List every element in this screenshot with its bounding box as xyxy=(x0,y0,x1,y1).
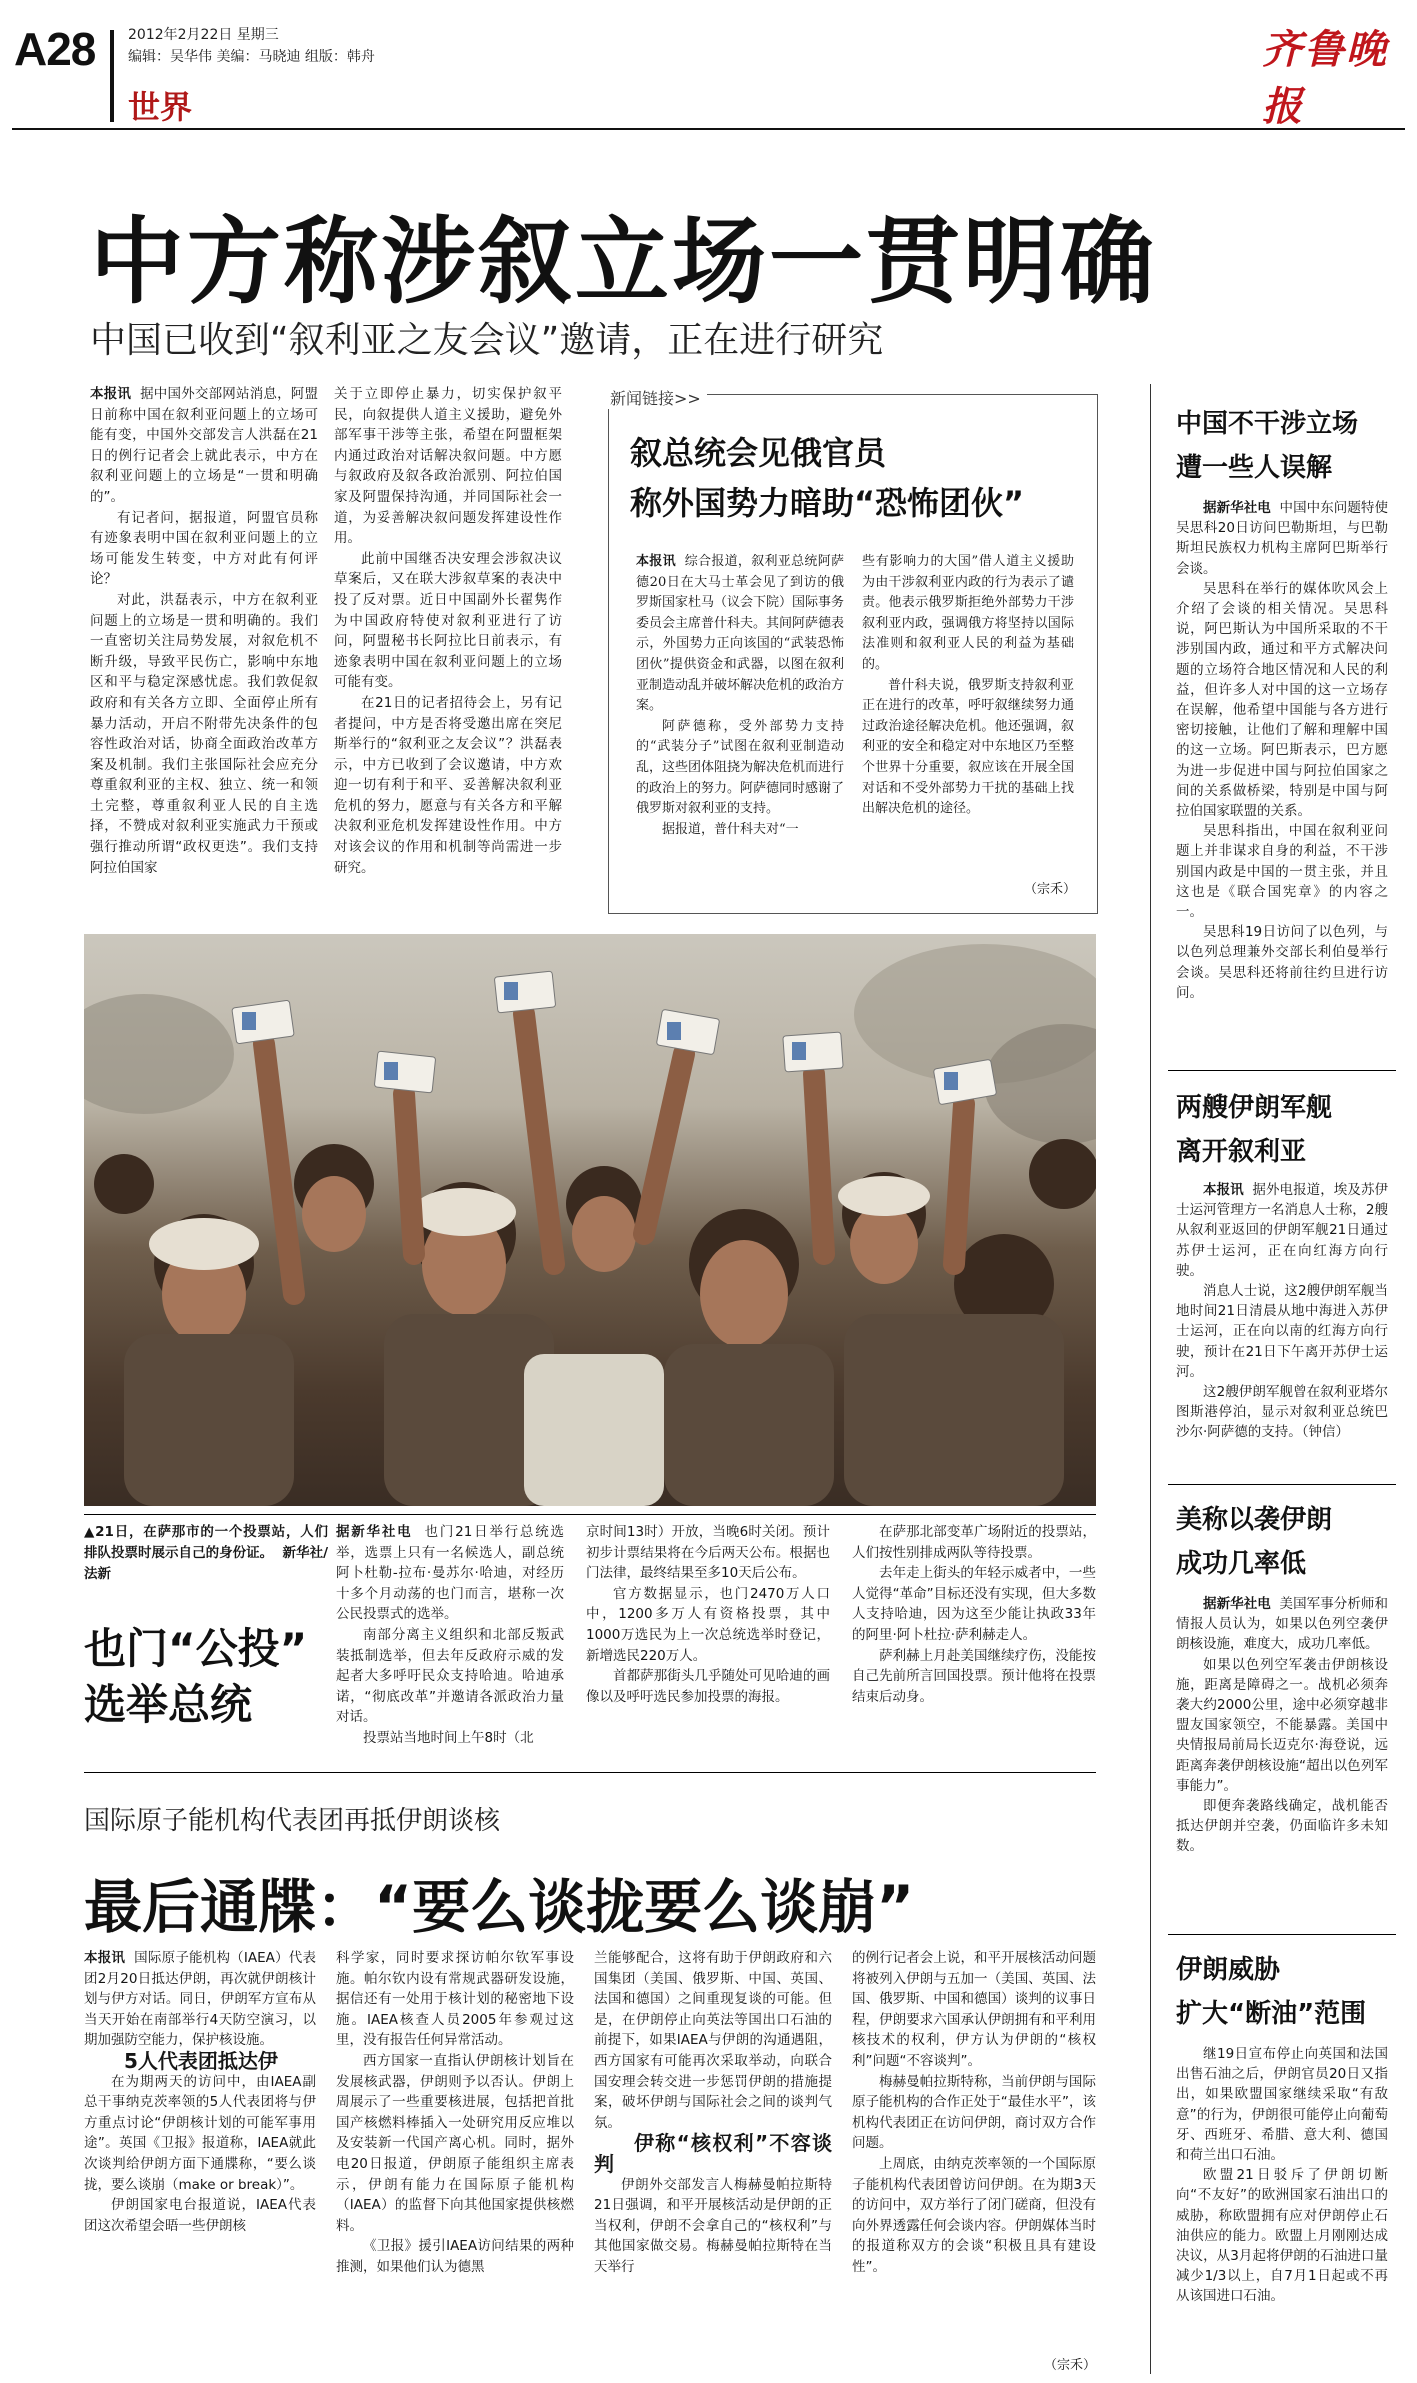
link-credit: （宗禾） xyxy=(1024,882,1077,897)
sidebar-4-headline-1: 伊朗威胁 xyxy=(1176,1955,1281,1985)
iaea-headline: 最后通牒：“要么谈拢要么谈崩” xyxy=(84,1873,915,1941)
editor-line: 编辑：吴华伟 美编：马晓迪 组版：韩舟 xyxy=(128,49,375,65)
masthead-rule xyxy=(12,128,1405,130)
sidebar-2-headline-1: 两艘伊朗军舰 xyxy=(1176,1093,1333,1123)
page-number: A28 xyxy=(14,23,96,75)
news-link-label: 新闻链接>> xyxy=(604,386,707,409)
link-col-2: 些有影响力的大国”借人道主义援助为由干涉叙利亚内政的行为表示了谴责。他表示俄罗斯拒绝外部势力干涉叙利亚内政，强调俄方将坚持以国际法准则和叙利亚人民的利益为基础的。 普什科夫说，俄罗斯支持叙利亚正在进行的改革，呼吁叙继续努力通过政治途径解决危机。他还强调，叙利亚的安全和稳定对中东地区乃至整个世界十分重要，叙应该在开展全国对话和不受外部势力干扰的基础上找出解决危机的途径。 xyxy=(862,554,1074,817)
top-story-col-1: 本报讯 据中国外交部网站消息，阿盟日前称中国在叙利亚问题上的立场可能有变，中国外交部发言人洪磊在21日的例行记者会上就此表示，中方在叙利亚问题上的立场是“一贯和明确的”。 有记者问，据报道，阿盟官员称有迹象表明中国在叙利亚问题上的立场可能发生转变，中方对此有何评论？ 对此，洪磊表示，中方在叙利亚问题上的立场是一贯和明确的。我们一直密切关注局势发展，对叙危机不断升级，导致平民伤亡，影响中东地区和平与稳定深感忧虑。我们敦促叙政府和有关各方立即、全面停止所有暴力活动，开启不附带先决条件的包容性政治对话，协商全面政治改革方案及机制。我们主张国际社会应充分尊重叙利亚的主权、独立、统一和领土完整，尊重叙利亚人民的自主选择，不赞成对叙利亚实施武力干预或强行推动所谓“政权更迭”。我们支持阿拉伯国家 xyxy=(90,386,318,876)
main-subheadline: 中国已收到“叙利亚之友会议”邀请，正在进行研究 xyxy=(90,320,884,361)
sidebar-1-body: 据新华社电 中国中东问题特使吴思科20日访问巴勒斯坦，与巴勒斯坦民族权力机构主席阿巴斯举行会谈。 吴思科在举行的媒体吹风会上介绍了会谈的相关情况。吴思科说，阿巴斯认为中国所采取的不干涉别国内政，通过和平方式解决问题的立场符合地区情况和人民的利益，但许多人对中国的这一立场存在误解，他希望中国能与各方进行密切接触，让他们了解和理解中国的这一立场。阿巴斯表示，巴方愿为进一步促进中国与阿拉伯国家之间的关系做桥梁，特别是中国与阿拉伯国家联盟的关系。 吴思科指出，中国在叙利亚问题上并非谋求自身的利益，不干涉别国内政是中国的一贯主张，并且这也是《联合国宪章》的内容之一。 吴思科19日访问了以色列，与以色列总理兼外交部长利伯曼举行会谈。吴思科还将前往约旦进行访问。 xyxy=(1176,500,1388,1001)
sidebar-rule-2 xyxy=(1168,1484,1396,1485)
iaea-col-1: 本报讯 国际原子能机构（IAEA）代表团2月20日抵达伊朗，再次就伊朗核计划与伊方对话。同日，伊朗军方宣布从当天开始在南部举行4天防空演习，以期加强防空能力，保护核设施。 5人代表团抵达伊 在为期两天的访问中，由IAEA副总干事纳克茨率领的5人代表团将与伊方重点讨论“伊朗核计划的可能军事用途”。英国《卫报》报道称，IAEA就此次谈判给伊朗方面下通牒称，“要么谈拢，要么谈崩（make or break）”。 伊朗国家电台报道说，IAEA代表团这次希望会晤一些伊朗核 xyxy=(84,1950,316,2234)
iaea-subhead-1: 5人代表团抵达伊 xyxy=(124,2048,278,2073)
sidebar-1-headline-1: 中国不干涉立场 xyxy=(1176,409,1359,439)
yemen-col-2: 京时间13时）开放，当晚6时关闭。预计初步计票结果将在今后两天公布。根据也门法律，最终结果至多10天后公布。 官方数据显示，也门2470万人口中，1200多万人有资格投票，其中1000万选民为上一次总统选举时登记，新增选民220万人。 首都萨那街头几乎随处可见哈迪的画像以及呼吁选民参加投票的海报。 xyxy=(586,1524,830,1705)
sidebar-3-body: 据新华社电 美国军事分析师和情报人员认为，如果以色列空袭伊朗核设施，难度大，成功几率低。 如果以色列空军袭击伊朗核设施，距离是障碍之一。战机必须奔袭大约2000公里，途中必须穿越非盟友国家领空，不能暴露。美国中央情报局前局长迈克尔·海登说，远距离奔袭伊朗核设施“超出以色列军事能力”。 即便奔袭路线确定，战机能否抵达伊朗并空袭，仍面临许多未知数。 xyxy=(1176,1596,1388,1855)
sidebar-divider xyxy=(1150,384,1151,2374)
sidebar-2-body: 本报讯 据外电报道，埃及苏伊士运河管理方一名消息人士称，2艘从叙利亚返回的伊朗军舰21日通过苏伊士运河，正在向红海方向行驶。 消息人士说，这2艘伊朗军舰当地时间21日清晨从地中海进入苏伊士运河，正在向以南的红海方向行驶，预计在21日下午离开苏伊士运河。 这2艘伊朗军舰曾在叙利亚塔尔图斯港停泊，显示对叙利亚总统巴沙尔·阿萨德的支持。（钟信） xyxy=(1176,1182,1388,1441)
sidebar-2-headline-2: 离开叙利亚 xyxy=(1176,1137,1307,1167)
photo-caption: ▲21日，在萨那市的一个投票站，人们排队投票时展示自己的身份证。 新华社/法新 xyxy=(84,1524,328,1582)
iaea-col-2: 科学家，同时要求探访帕尔钦军事设施。帕尔钦内设有常规武器研发设施，据信还有一处用于核计划的秘密地下设施。IAEA核查人员2005年参观过这里，没有报告任何异常活动。 西方国家一直指认伊朗核计划旨在发展核武器，伊朗则予以否认。伊朗上周展示了一些重要核进展，包括把首批国产核燃料棒插入一处研究用反应堆以及安装新一代国产离心机。同时，据外电20日报道，伊朗原子能组织主席表示，伊朗有能力在国际原子能机构（IAEA）的监督下向其他国家提供核燃料。 《卫报》援引IAEA访问结果的两种推测，如果他们认为德黑 xyxy=(336,1950,574,2275)
top-story-col-2: 关于立即停止暴力，切实保护叙平民，向叙提供人道主义援助，避免外部军事干涉等主张，希望在阿盟框架内通过政治对话解决叙问题。中方愿与叙政府及叙各政治派别、阿拉伯国家及阿盟保持沟通，并同国际社会一道，为妥善解决叙问题发挥建设性作用。 此前中国继否决安理会涉叙决议草案后，又在联大涉叙草案的表决中投了反对票。近日中国副外长翟隽作为中国政府特使对叙利亚进行了访问，阿盟秘书长阿拉比日前表示，有迹象表明中国在叙利亚问题上的立场可能有变。 在21日的记者招待会上，另有记者提问，中方是否将受邀出席在突尼斯举行的“叙利亚之友会议”？洪磊表示，中方已收到了会议邀请，中方欢迎一切有利于和平、妥善解决叙利亚危机的努力，愿意与有关各方和平解决叙利亚危机发挥建设性作用。中方对该会议的作用和机制等尚需进一步研究。 xyxy=(334,386,562,876)
iaea-col-3: 兰能够配合，这将有助于伊朗政府和六国集团（美国、俄罗斯、中国、英国、法国和德国）之间重现复谈的可能。但是，在伊朗停止向英法等国出口石油的前提下，如果IAEA与伊朗的沟通遇阻，西方国家有可能再次采取举动，向联合国安理会转交进一步惩罚伊朗的措施提案，破坏伊朗与国际社会之间的谈判气氛。 伊称“核权利”不容谈判 伊朗外交部发言人梅赫曼帕拉斯特21日强调，和平开展核活动是伊朗的正当权利，伊朗不会拿自己的“核权利”与其他国家做交易。梅赫曼帕拉斯特在当天举行 xyxy=(594,1950,832,2275)
sidebar-3-headline-2: 成功几率低 xyxy=(1176,1549,1307,1579)
yemen-col-3: 在萨那北部变革广场附近的投票站，人们按性别排成两队等待投票。 去年走上街头的年轻示威者中，一些人觉得“革命”目标还没有实现，但大多数人支持哈迪，因为这至少能让执政33年的阿里·阿卜杜拉·萨利赫走人。 萨利赫上月赴美国继续疗伤，没能按自己先前所言回国投票。预计他将在投票结束后动身。 xyxy=(852,1524,1096,1705)
section-title: 世界 xyxy=(128,88,193,126)
link-col-1: 本报讯 综合报道，叙利亚总统阿萨德20日在大马士革会见了到访的俄罗斯国家杜马（议会下院）国际事务委员会主席普什科夫。其间阿萨德表示，外国势力正向该国的“武装恐怖团伙”提供资金和武器，以图在叙利亚制造动乱并破坏解决危机的政治方案。 阿萨德称，受外部势力支持的“武装分子”试图在叙利亚制造动乱，这些团体阻挠为解决危机而进行的政治上的努力。阿萨德同时感谢了俄罗斯对叙利亚的支持。 据报道，普什科夫对“一 xyxy=(636,554,844,837)
news-photo xyxy=(84,934,1096,1506)
iaea-credit: （宗禾） xyxy=(1044,2358,1097,2373)
yemen-headline-1: 也门“公投” xyxy=(84,1624,308,1673)
paper-logo: 齐鲁晚报 xyxy=(1262,26,1388,130)
sidebar-4-headline-2: 扩大“断油”范围 xyxy=(1176,1999,1367,2029)
photo-rule xyxy=(84,1514,1096,1515)
yemen-col-1: 据新华社电 也门21日举行总统选举，选票上只有一名候选人，副总统阿卜杜勒-拉布·曼苏尔·哈迪，对经历十多个月动荡的也门而言，堪称一次公民投票式的选举。 南部分离主义组织和北部反叛武装抵制选举，但去年反政府示威的发起者大多呼吁民众支持哈迪。哈迪承诺，“彻底改革”并邀请各派政治力量对话。 投票站当地时间上午8时（北 xyxy=(336,1524,564,1746)
sidebar-rule-1 xyxy=(1168,1070,1396,1071)
sidebar-4-body: 继19日宣布停止向英国和法国出售石油之后，伊朗官员20日又指出，如果欧盟国家继续采取“有敌意”的行为，伊朗很可能停止向葡萄牙、西班牙、希腊、意大利、德国和荷兰出口石油。 欧盟21日驳斥了伊朗切断向“不友好”的欧洲国家石油出口的威胁，称欧盟拥有应对伊朗停止石油供应的能力。欧盟上月刚刚达成决议，从3月起将伊朗的石油进口量减少1/3以上，自7月1日起或不再从该国进口石油。 xyxy=(1176,2046,1388,2305)
link-headline-2: 称外国势力暗助“恐怖团伙” xyxy=(630,484,1025,522)
main-headline: 中方称涉叙立场一贯明确 xyxy=(90,208,1158,317)
iaea-kicker: 国际原子能机构代表团再抵伊朗谈核 xyxy=(84,1806,501,1836)
iaea-subhead-2: 伊称“核权利”不容谈判 xyxy=(594,2131,832,2176)
link-headline-1: 叙总统会见俄官员 xyxy=(630,434,887,472)
date-line: 2012年2月22日 星期三 xyxy=(128,27,279,43)
section-marker-bar xyxy=(110,30,114,122)
sidebar-3-headline-1: 美称以袭伊朗 xyxy=(1176,1505,1333,1535)
yemen-headline-2: 选举总统 xyxy=(84,1680,253,1729)
sidebar-rule-3 xyxy=(1168,1934,1396,1935)
iaea-col-4: 的例行记者会上说，和平开展核活动问题将被列入伊朗与五加一（美国、英国、法国、俄罗斯、中国和德国）谈判的议事日程，伊朗要求六国承认伊朗拥有和平利用核技术的权利，伊方认为伊朗的“核权利”问题“不容谈判”。 梅赫曼帕拉斯特称，当前伊朗与国际原子能机构的合作正处于“最佳水平”，该机构代表团正在访问伊朗，商讨双方合作问题。 上周底，由纳克茨率领的一个国际原子能机构代表团曾访问伊朗。在为期3天的访问中，双方举行了闭门磋商，但没有向外界透露任何会谈内容。伊朗媒体当时的报道称双方的会谈“积极且具有建设性”。 xyxy=(852,1950,1096,2275)
sidebar-1-headline-2: 遭一些人误解 xyxy=(1176,453,1333,483)
iaea-top-rule xyxy=(84,1772,1096,1773)
